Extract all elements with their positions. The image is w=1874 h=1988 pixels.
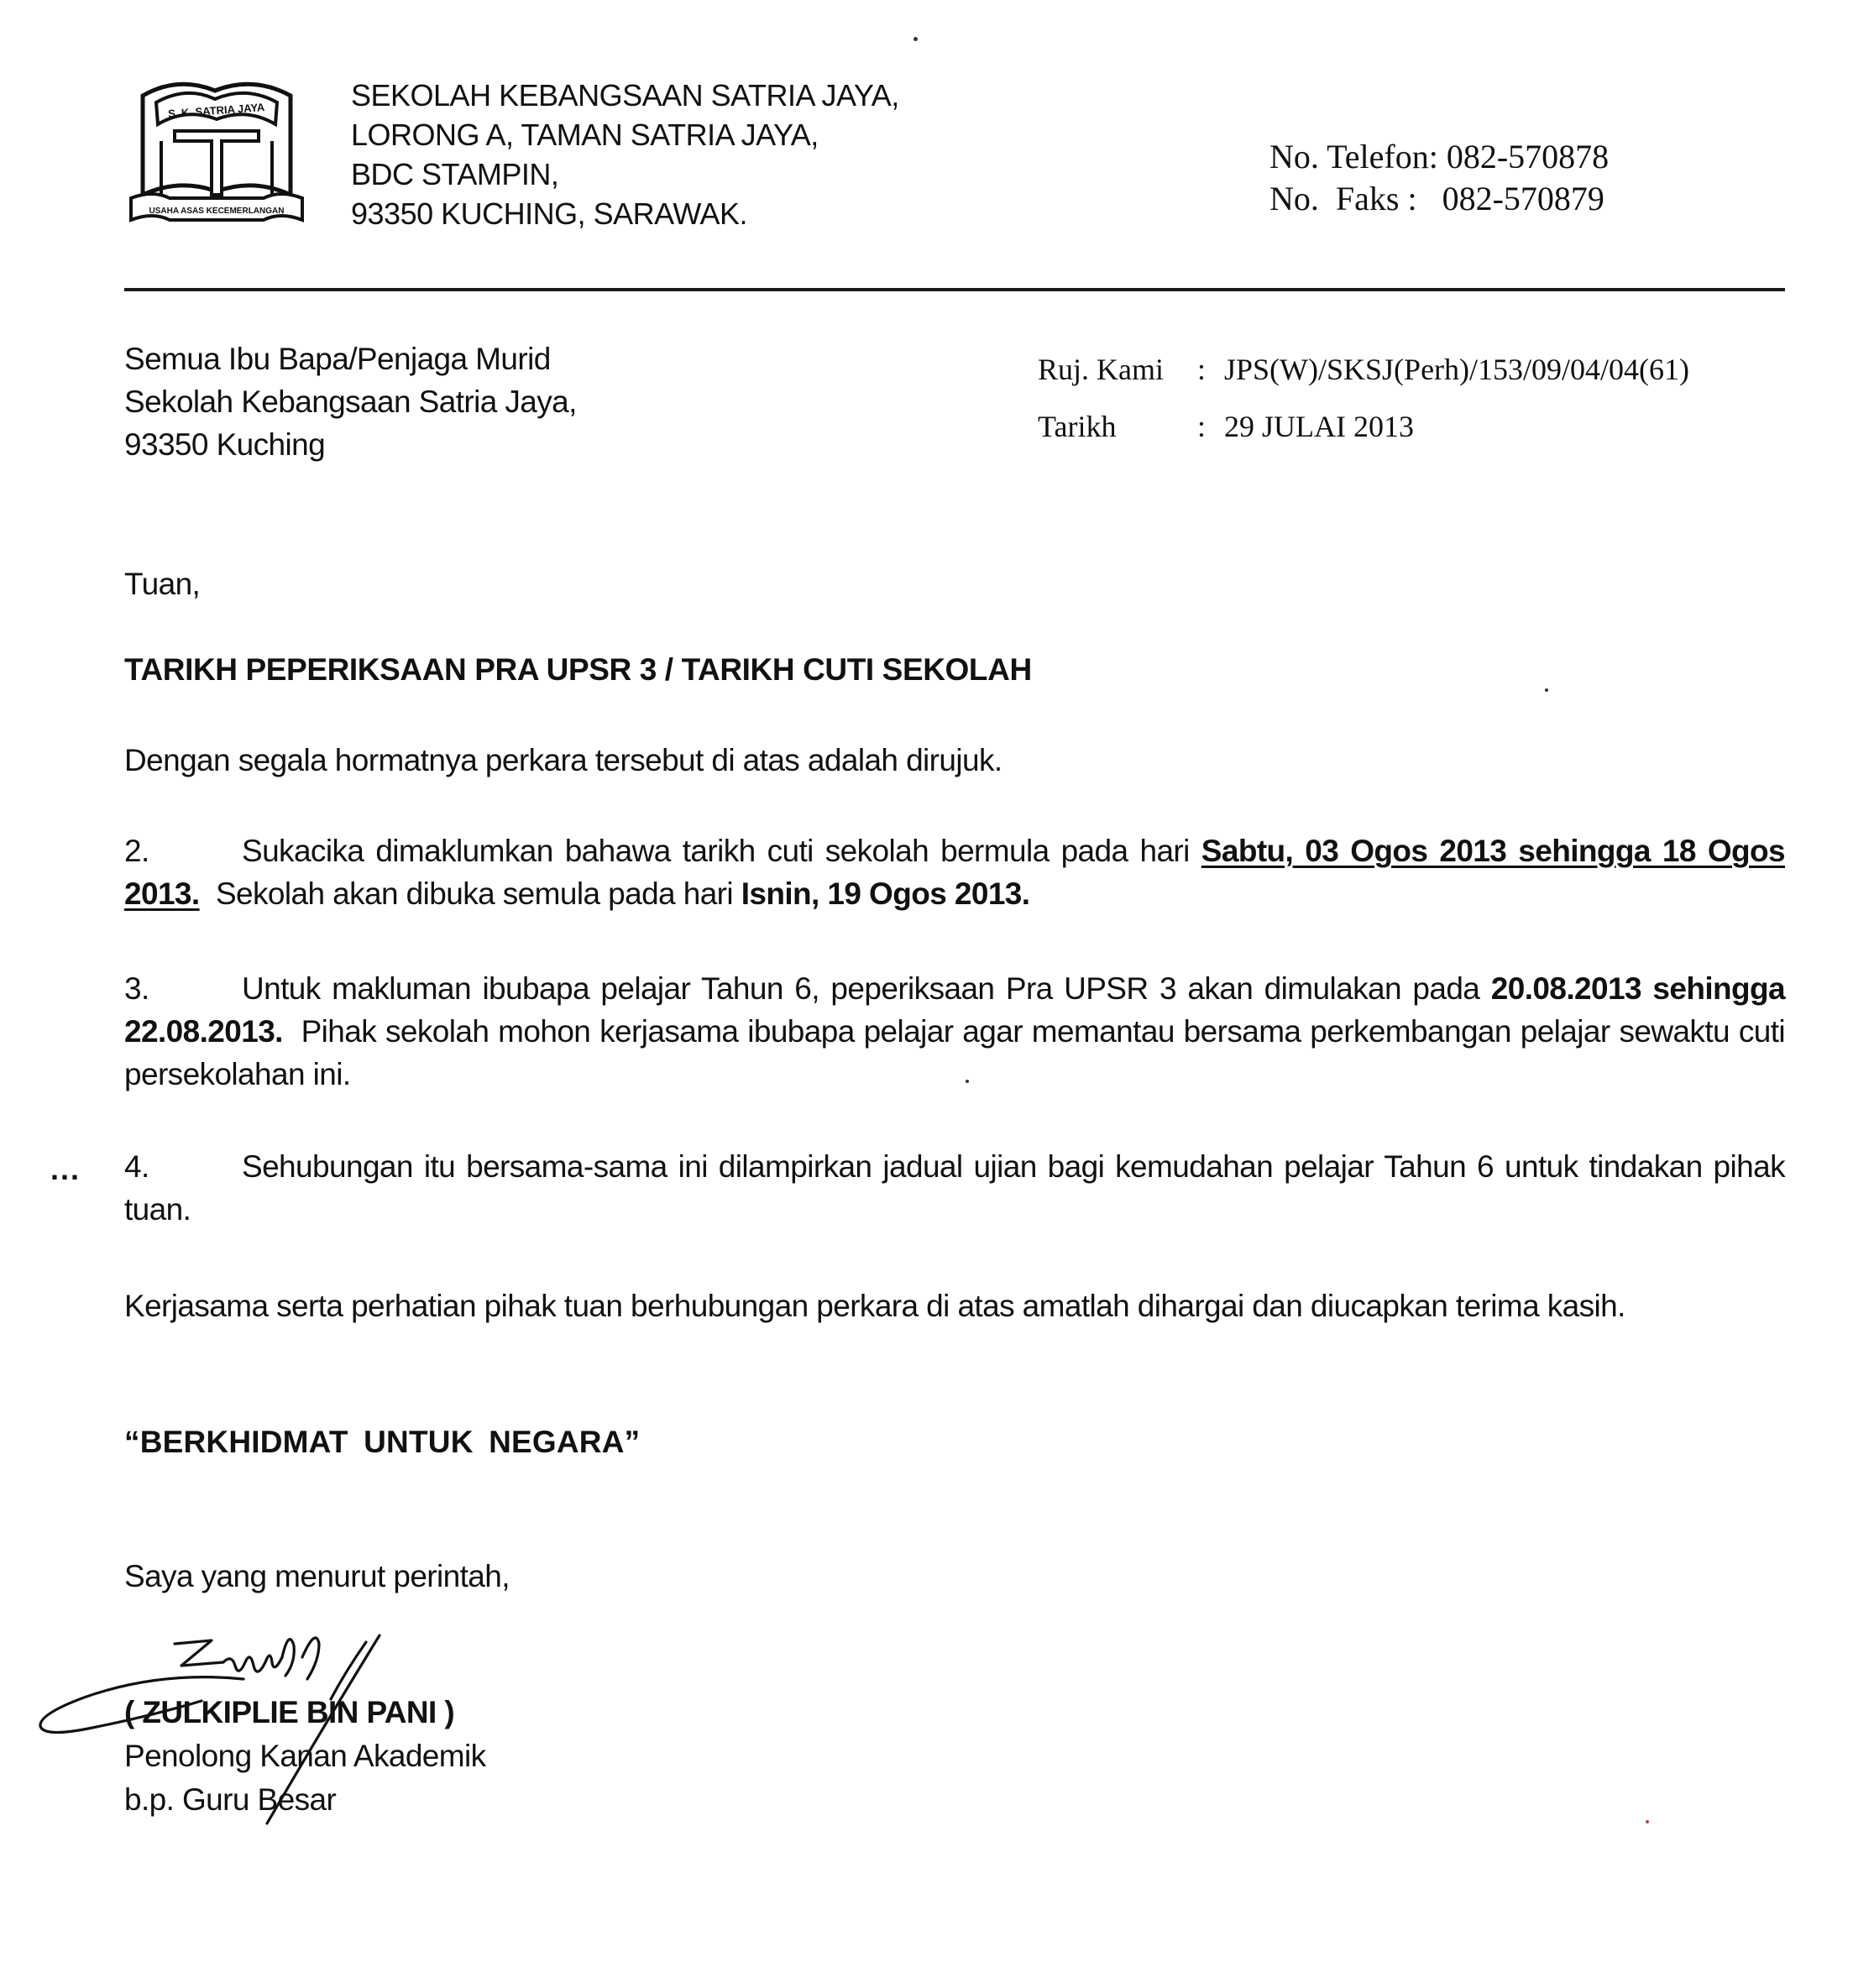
salutation: Tuan, — [124, 567, 201, 601]
signer-title: Penolong Kanan Akademik — [124, 1739, 486, 1773]
signer-name: ( ZULKIPLIE BIN PANI ) — [124, 1695, 455, 1729]
recipient-line: Semua Ibu Bapa/Penjaga Murid — [124, 342, 551, 376]
paragraph-text: Pihak sekolah mohon kerjasama ibubapa pelajar agar memantau bersama perkembangan pelajar sewaktu cuti persekolahan ini. — [124, 1014, 1793, 1091]
address-line: LORONG A, TAMAN SATRIA JAYA, — [351, 118, 819, 152]
header-divider — [124, 288, 1785, 291]
phone-row — [1269, 136, 1609, 178]
recipient-address — [124, 337, 577, 466]
paragraph-number: 4. — [124, 1149, 149, 1184]
school-address — [351, 76, 899, 233]
reference-row — [1038, 341, 1689, 398]
phone-number: 082-570878 — [1446, 138, 1610, 175]
slogan: “BERKHIDMAT UNTUK NEGARA” — [124, 1425, 641, 1459]
exam-dates: 20.08.2013 sehingga 22.08.2013. — [124, 971, 1786, 1049]
reopen-date: Isnin, 19 Ogos 2013. — [741, 876, 1030, 911]
scan-speck — [913, 37, 918, 41]
handwritten-signature — [34, 1629, 403, 1847]
paragraph-text: Sekolah akan dibuka semula pada hari — [199, 876, 741, 911]
paragraph-text: Untuk makluman ibubapa pelajar Tahun 6, peperiksaan Pra UPSR 3 akan dimulakan pada — [242, 971, 1491, 1006]
crest-motto-top: S. K. SATRIA JAYA — [167, 101, 265, 121]
complimentary-close: Saya yang menurut perintah, — [124, 1559, 510, 1593]
paragraph-3 — [124, 967, 1793, 1096]
margin-mark: ... — [50, 1152, 81, 1186]
school-crest-logo — [128, 72, 306, 237]
date-row — [1038, 398, 1689, 455]
phone-label: No. Telefon: — [1269, 138, 1438, 175]
paragraph-2 — [124, 829, 1785, 915]
address-line: BDC STAMPIN, — [351, 157, 559, 191]
address-line: SEKOLAH KEBANGSAAN SATRIA JAYA, — [351, 78, 899, 112]
recipient-line: 93350 Kuching — [124, 427, 326, 462]
recipient-line: Sekolah Kebangsaan Satria Jaya, — [124, 385, 577, 419]
contact-info — [1269, 136, 1609, 220]
paragraph-text: Sukacika dimaklumkan bahawa tarikh cuti sekolah bermula pada hari — [242, 834, 1201, 868]
letter-date: 29 JULAI 2013 — [1224, 410, 1414, 443]
fax-row — [1269, 178, 1609, 220]
address-line: 93350 KUCHING, SARAWAK. — [351, 196, 747, 231]
holiday-dates: Sabtu, 03 Ogos 2013 sehingga 18 Ogos 2013. — [124, 834, 1785, 911]
opening-sentence: Dengan segala hormatnya perkara tersebut di atas adalah dirujuk. — [124, 743, 1002, 777]
reference-number: JPS(W)/SKSJ(Perh)/153/09/04/04(61) — [1224, 353, 1690, 386]
crest-motto-bottom: USAHA ASAS KECEMERLANGAN — [149, 207, 285, 216]
reference-block — [1038, 341, 1689, 455]
paragraph-number: 3. — [124, 971, 149, 1006]
signer-on-behalf: b.p. Guru Besar — [124, 1782, 337, 1817]
paragraph-text: Sehubungan itu bersama-sama ini dilampirkan jadual ujian bagi kemudahan pelajar Tahun 6 untuk tindakan pihak tuan. — [124, 1149, 1785, 1227]
date-label: Tarikh — [1038, 410, 1117, 443]
fax-number: 082-570879 — [1442, 180, 1604, 217]
scan-speck — [1646, 1820, 1649, 1823]
scan-speck — [966, 1080, 969, 1083]
closing-sentence: Kerjasama serta perhatian pihak tuan berhubungan perkara di atas amatlah dihargai dan diucapkan terima kasih. — [124, 1289, 1625, 1323]
reference-colon: : — [1197, 353, 1207, 386]
date-colon: : — [1197, 410, 1207, 443]
reference-label: Ruj. Kami — [1038, 353, 1164, 386]
fax-label: No. Faks : — [1269, 180, 1417, 217]
paragraph-4 — [124, 1145, 1785, 1231]
letter-subject: TARIKH PEPERIKSAAN PRA UPSR 3 / TARIKH CUTI SEKOLAH — [124, 652, 1032, 687]
paragraph-number: 2. — [124, 834, 149, 868]
scan-speck — [1545, 688, 1548, 692]
